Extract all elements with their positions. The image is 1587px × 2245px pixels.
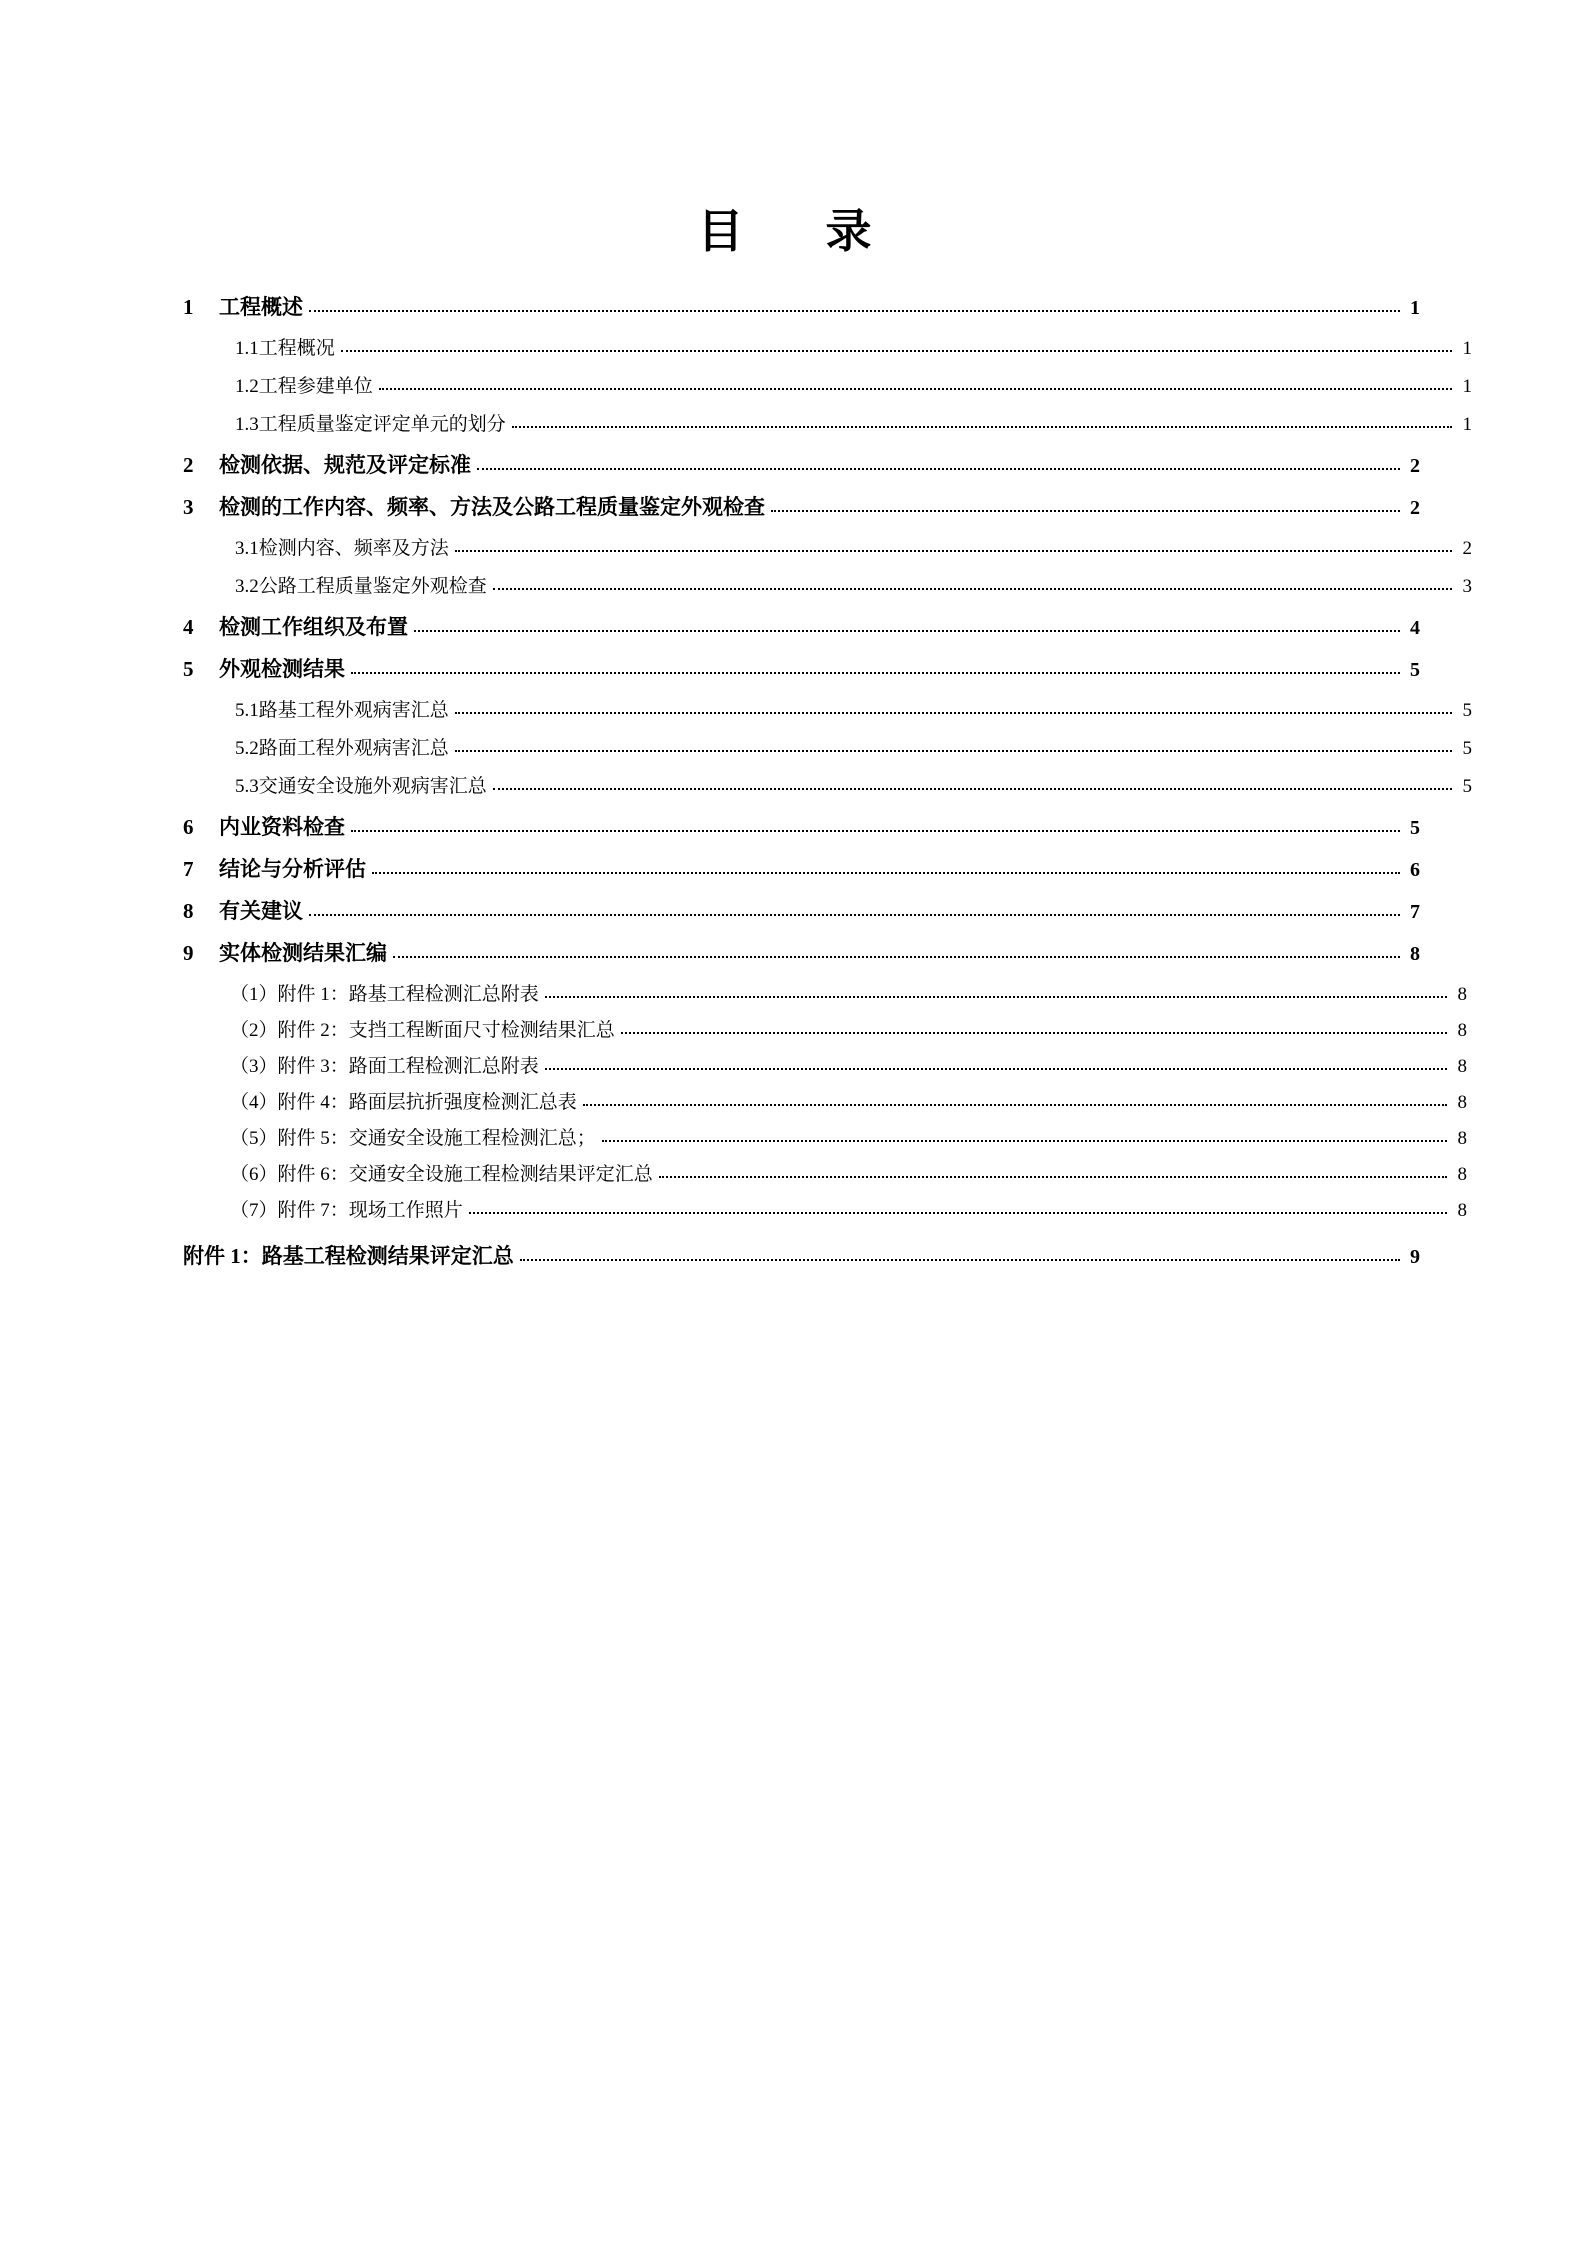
toc-leader-dots — [520, 1258, 1400, 1261]
toc-leader-dots — [455, 711, 1452, 714]
toc-entry[interactable] — [175, 1057, 1467, 1076]
toc-leader-dots — [379, 387, 1452, 390]
toc-entry[interactable] — [175, 859, 1420, 880]
toc-entry-number: （5） — [230, 1128, 278, 1149]
toc-entry[interactable] — [175, 1129, 1467, 1148]
toc-entry-label: 附件 5：交通安全设施工程检测汇总； — [277, 1128, 596, 1149]
toc-entry-page-number: 2 — [1410, 455, 1420, 477]
toc-entry-label: 工程质量鉴定评定单元的划分 — [258, 414, 506, 435]
toc-entry-page-number: 8 — [1410, 943, 1420, 965]
toc-leader-dots — [493, 587, 1452, 590]
toc-entry-page-number: 8 — [1457, 1200, 1467, 1221]
toc-leader-dots — [621, 1031, 1447, 1034]
toc-entry-label: 内业资料检查 — [219, 815, 345, 839]
toc-entry[interactable] — [175, 1021, 1467, 1040]
toc-leader-dots — [545, 1067, 1447, 1070]
toc-entry[interactable] — [175, 617, 1420, 638]
toc-entry-page-number: 8 — [1457, 1020, 1467, 1041]
toc-entry-label: 检测依据、规范及评定标准 — [219, 453, 471, 477]
toc-entry-number: 6 — [183, 815, 194, 839]
toc-leader-dots — [493, 787, 1452, 790]
toc-entry-page-number: 4 — [1410, 617, 1420, 639]
toc-entry[interactable] — [175, 577, 1472, 596]
toc-entry[interactable] — [175, 1201, 1467, 1220]
toc-entry-page-number: 5 — [1462, 738, 1472, 759]
toc-entry-page-number: 5 — [1462, 776, 1472, 797]
toc-entry-label: 检测内容、频率及方法 — [258, 538, 449, 559]
toc-entry-label: 检测的工作内容、频率、方法及公路工程质量鉴定外观检查 — [219, 495, 765, 519]
toc-entry[interactable] — [175, 701, 1472, 720]
toc-entry-page-number: 5 — [1462, 700, 1472, 721]
toc-entry-page-number: 8 — [1457, 1056, 1467, 1077]
toc-entry-number: 5.2 — [235, 738, 259, 759]
toc-entry-label: 附件 1：路基工程检测汇总附表 — [277, 984, 539, 1005]
toc-entry[interactable] — [175, 985, 1467, 1004]
toc-entry-number: 1 — [183, 295, 194, 319]
toc-entry-page-number: 9 — [1410, 1246, 1420, 1268]
toc-entry-number: 1.3 — [235, 414, 259, 435]
toc-entry-number: 4 — [183, 615, 194, 639]
toc-entry[interactable] — [175, 1165, 1467, 1184]
toc-entry-page-number: 8 — [1457, 1164, 1467, 1185]
toc-entry-page-number: 8 — [1457, 1128, 1467, 1149]
toc-leader-dots — [602, 1139, 1447, 1142]
toc-entry-number: 1.2 — [235, 376, 259, 397]
toc-entry-number: （7） — [230, 1200, 278, 1221]
toc-leader-dots — [351, 829, 1400, 832]
toc-entry-number: 3.1 — [235, 538, 259, 559]
toc-entry-page-number: 2 — [1410, 497, 1420, 519]
toc-leader-dots — [469, 1211, 1447, 1214]
toc-entry-label: 实体检测结果汇编 — [219, 941, 387, 965]
toc-entry-label: 公路工程质量鉴定外观检查 — [258, 576, 487, 597]
toc-entry[interactable] — [175, 901, 1420, 922]
toc-entry[interactable] — [175, 777, 1472, 796]
toc-leader-dots — [771, 509, 1400, 512]
toc-entry-number: （6） — [230, 1164, 278, 1185]
toc-entry-page-number: 6 — [1410, 859, 1420, 881]
toc-entry[interactable] — [175, 497, 1420, 518]
toc-entry-label: 工程概况 — [258, 338, 335, 359]
toc-leader-dots — [583, 1103, 1447, 1106]
toc-entry-number: 5 — [183, 657, 194, 681]
toc-entry-label: 附件 2：支挡工程断面尺寸检测结果汇总 — [277, 1020, 615, 1041]
toc-leader-dots — [414, 629, 1400, 632]
toc-entry[interactable] — [175, 1246, 1420, 1267]
toc-entry-page-number: 5 — [1410, 659, 1420, 681]
toc-entry-label: 附件 4：路面层抗折强度检测汇总表 — [277, 1092, 577, 1113]
table-of-contents — [175, 295, 1472, 1268]
toc-entry[interactable] — [175, 943, 1420, 964]
toc-entry-page-number: 7 — [1410, 901, 1420, 923]
toc-entry-number: （2） — [230, 1020, 278, 1041]
toc-entry-page-number: 1 — [1410, 297, 1420, 319]
toc-entry-label: 路面工程外观病害汇总 — [258, 738, 449, 759]
toc-leader-dots — [393, 955, 1400, 958]
toc-leader-dots — [341, 349, 1452, 352]
toc-entry[interactable] — [175, 455, 1420, 476]
toc-entry[interactable] — [175, 817, 1420, 838]
toc-entry[interactable] — [175, 539, 1472, 558]
toc-entry-label: 附件 6：交通安全设施工程检测结果评定汇总 — [277, 1164, 653, 1185]
toc-entry-number: 7 — [183, 857, 194, 881]
toc-entry-label: 附件 7：现场工作照片 — [277, 1200, 463, 1221]
toc-entry-number: 8 — [183, 899, 194, 923]
toc-leader-dots — [309, 309, 1400, 312]
toc-entry-number: （3） — [230, 1056, 278, 1077]
toc-entry-page-number: 8 — [1457, 1092, 1467, 1113]
toc-entry-number: 5.3 — [235, 776, 259, 797]
toc-entry-page-number: 1 — [1462, 414, 1472, 435]
toc-entry[interactable] — [175, 297, 1420, 318]
toc-entry[interactable] — [175, 1093, 1467, 1112]
toc-entry-number: 2 — [183, 453, 194, 477]
toc-entry[interactable] — [175, 377, 1472, 396]
toc-leader-dots — [351, 671, 1400, 674]
toc-entry-label: 附件 1：路基工程检测结果评定汇总 — [183, 1244, 514, 1268]
toc-entry-page-number: 5 — [1410, 817, 1420, 839]
toc-entry-number: （4） — [230, 1092, 278, 1113]
toc-entry-page-number: 8 — [1457, 984, 1467, 1005]
toc-entry-page-number: 2 — [1462, 538, 1472, 559]
toc-leader-dots — [455, 549, 1452, 552]
toc-entry-label: 有关建议 — [219, 899, 303, 923]
toc-entry-number: 5.1 — [235, 700, 259, 721]
toc-entry[interactable] — [175, 659, 1420, 680]
toc-entry-label: 外观检测结果 — [219, 657, 345, 681]
page-title: 目 录 — [697, 206, 890, 257]
toc-entry-number: （1） — [230, 984, 278, 1005]
toc-entry-number: 9 — [183, 941, 194, 965]
toc-leader-dots — [545, 995, 1447, 998]
toc-entry-label: 工程参建单位 — [258, 376, 373, 397]
toc-entry[interactable] — [175, 739, 1472, 758]
toc-entry-number: 3.2 — [235, 576, 259, 597]
toc-leader-dots — [455, 749, 1452, 752]
toc-leader-dots — [477, 467, 1400, 470]
toc-entry-number: 3 — [183, 495, 194, 519]
toc-entry-page-number: 1 — [1462, 376, 1472, 397]
toc-leader-dots — [512, 425, 1452, 428]
toc-leader-dots — [659, 1175, 1447, 1178]
toc-entry-number: 1.1 — [235, 338, 259, 359]
toc-leader-dots — [372, 871, 1400, 874]
toc-entry-label: 路基工程外观病害汇总 — [258, 700, 449, 721]
toc-entry-label: 附件 3：路面工程检测汇总附表 — [277, 1056, 539, 1077]
toc-entry[interactable] — [175, 415, 1472, 434]
toc-entry-label: 检测工作组织及布置 — [219, 615, 408, 639]
toc-entry-page-number: 1 — [1462, 338, 1472, 359]
toc-leader-dots — [309, 913, 1400, 916]
toc-entry-page-number: 3 — [1462, 576, 1472, 597]
toc-entry-label: 结论与分析评估 — [219, 857, 366, 881]
toc-entry-label: 交通安全设施外观病害汇总 — [258, 776, 487, 797]
toc-entry[interactable] — [175, 339, 1472, 358]
toc-entry-label: 工程概述 — [219, 295, 303, 319]
